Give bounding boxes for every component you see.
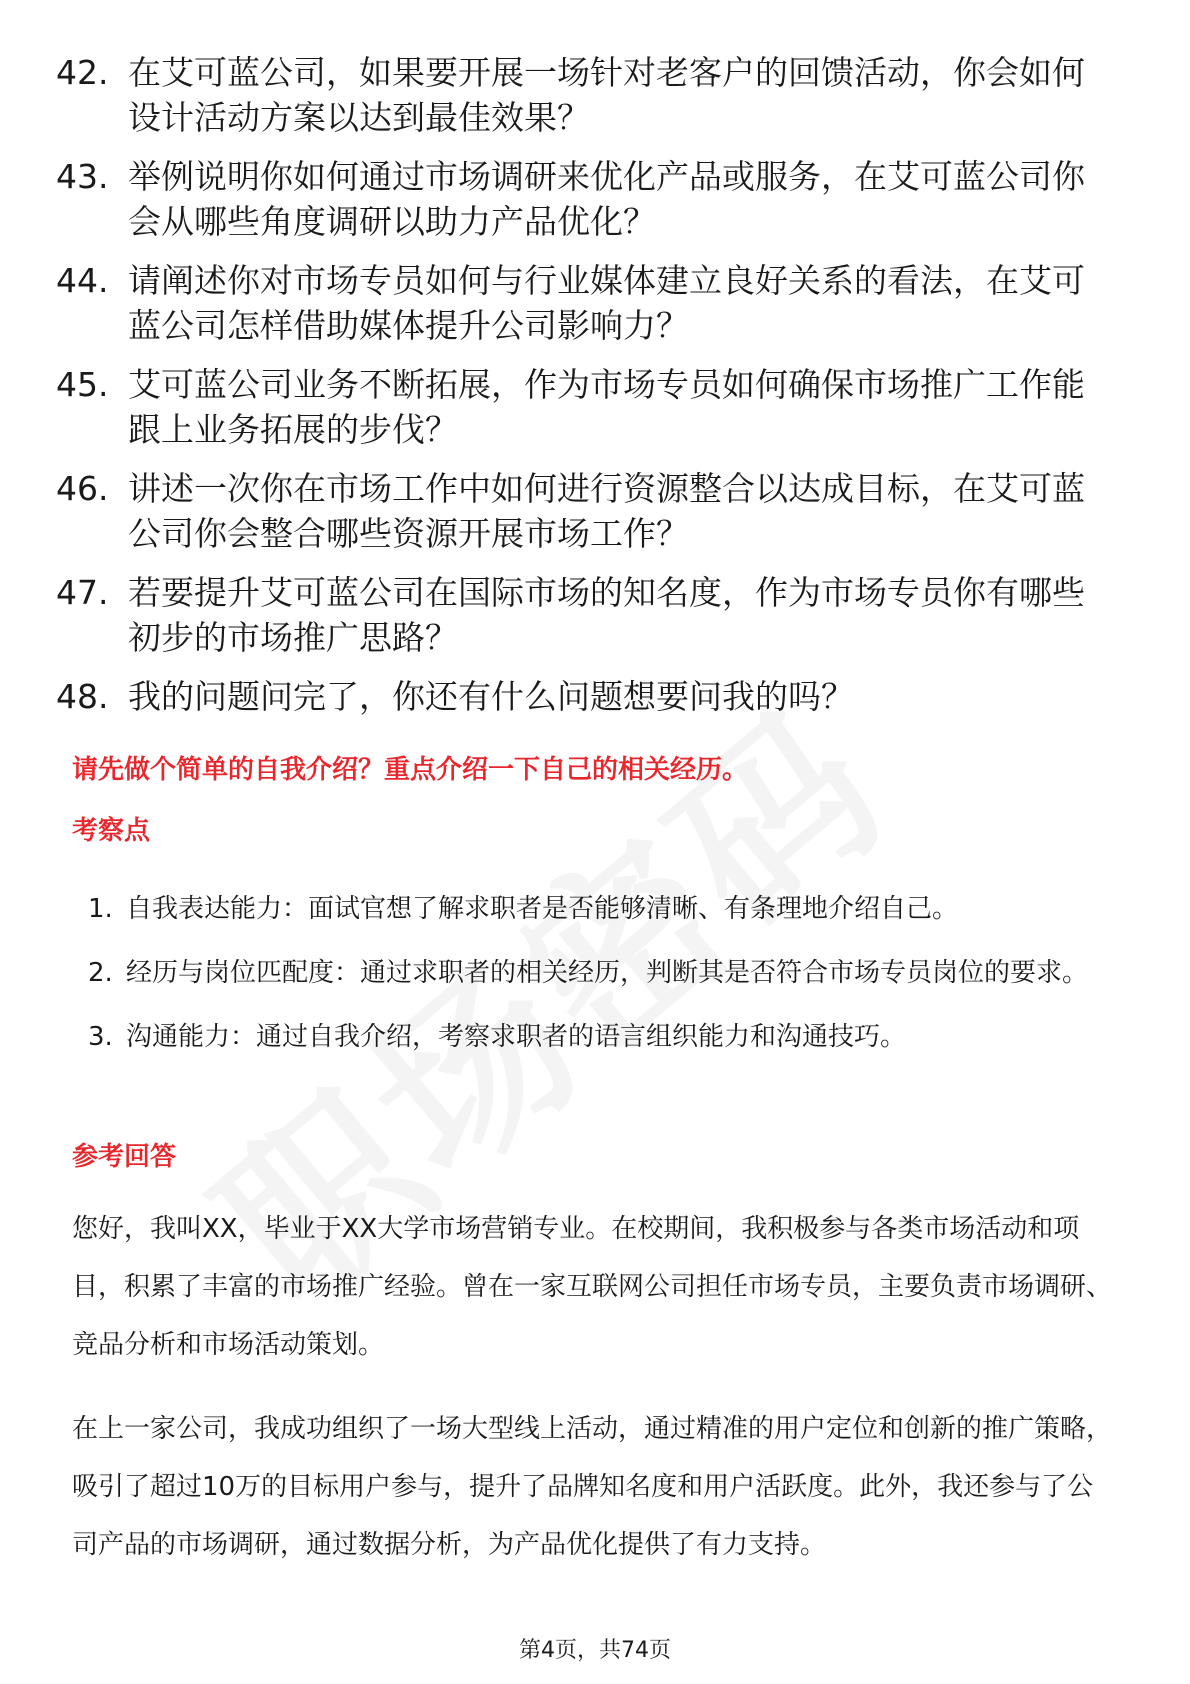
- question-text: 请阐述你对市场专员如何与行业媒体建立良好关系的看法，在艾可蓝公司怎样借助媒体提升公司影响力？: [128, 261, 1085, 345]
- question-number: 46.: [56, 469, 109, 508]
- section-points-label: 考察点: [72, 816, 151, 846]
- question-item: [56, 362, 1116, 452]
- answer-paragraph: 在上一家公司，我成功组织了一场大型线上活动，通过精准的用户定位和创新的推广策略，吸引了超过10万的目标用户参与，提升了品牌知名度和用户活跃度。此外，我还参与了公司产品的市场调研，通过数据分析，为产品优化提供了有力支持。: [72, 1414, 1113, 1560]
- question-number: 44.: [56, 261, 109, 300]
- question-text: 若要提升艾可蓝公司在国际市场的知名度，作为市场专员你有哪些初步的市场推广思路？: [128, 573, 1085, 657]
- question-number: 47.: [56, 573, 109, 612]
- point-text: 沟通能力：通过自我介绍，考察求职者的语言组织能力和沟通技巧。: [126, 1022, 907, 1052]
- point-number: 3.: [88, 1022, 113, 1052]
- question-item: [56, 50, 1116, 140]
- question-number: 43.: [56, 157, 109, 196]
- question-text: 在艾可蓝公司，如果要开展一场针对老客户的回馈活动，你会如何设计活动方案以达到最佳效果？: [128, 53, 1085, 137]
- point-text: 自我表达能力：面试官想了解求职者是否能够清晰、有条理地介绍自己。: [126, 894, 959, 924]
- answer-paragraph: 您好，我叫XX，毕业于XX大学市场营销专业。在校期间，我积极参与各类市场活动和项目，积累了丰富的市场推广经验。曾在一家互联网公司担任市场专员，主要负责市场调研、竞品分析和市场活动策划。: [72, 1214, 1113, 1360]
- question-text: 艾可蓝公司业务不断拓展，作为市场专员如何确保市场推广工作能跟上业务拓展的步伐？: [128, 365, 1085, 449]
- question-number: 48.: [56, 677, 109, 716]
- question-list: [56, 50, 1116, 733]
- question-text: 讲述一次你在市场工作中如何进行资源整合以达成目标，在艾可蓝公司你会整合哪些资源开展市场工作？: [128, 469, 1085, 553]
- question-number: 45.: [56, 365, 109, 404]
- point-item: [88, 880, 1118, 938]
- page-footer: 第4页，共74页: [519, 1638, 671, 1663]
- point-number: 2.: [88, 958, 113, 988]
- question-item: [56, 466, 1116, 556]
- question-number: 42.: [56, 53, 109, 92]
- point-text: 经历与岗位匹配度：通过求职者的相关经历，判断其是否符合市场专员岗位的要求。: [126, 958, 1089, 988]
- question-title: 请先做个简单的自我介绍？重点介绍一下自己的相关经历。: [72, 755, 749, 785]
- point-item: [88, 1008, 1118, 1066]
- question-item: [56, 258, 1116, 348]
- question-item: [56, 674, 1116, 719]
- points-list: [88, 880, 1118, 1072]
- point-number: 1.: [88, 894, 113, 924]
- question-text: 举例说明你如何通过市场调研来优化产品或服务，在艾可蓝公司你会从哪些角度调研以助力产品优化？: [128, 157, 1085, 241]
- question-item: [56, 154, 1116, 244]
- point-item: [88, 944, 1118, 1002]
- question-item: [56, 570, 1116, 660]
- question-text: 我的问题问完了，你还有什么问题想要问我的吗？: [128, 677, 854, 716]
- section-answer-label: 参考回答: [72, 1142, 177, 1172]
